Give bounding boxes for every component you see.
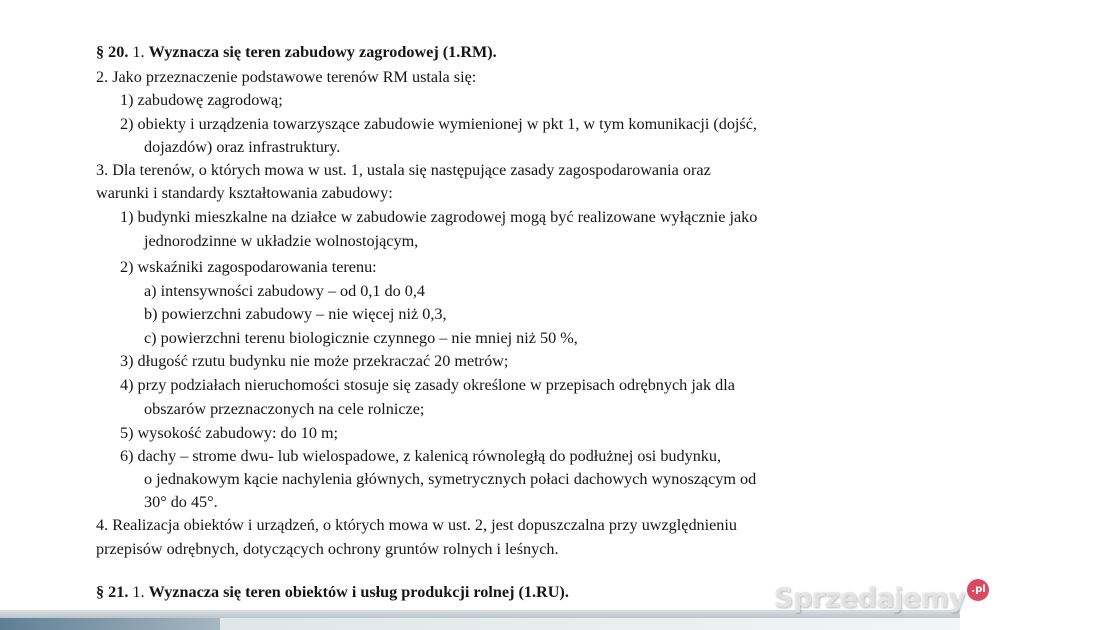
paragraph-3-subitem: c) powierzchni terenu biologicznie czynnego – nie mniej niż 50 %, — [144, 329, 578, 347]
paragraph-4-continuation: przepisów odrębnych, dotyczących ochrony gruntów rolnych i leśnych. — [96, 540, 559, 558]
paragraph-3-item-continuation: o jednakowym kącie nachylenia głównych, symetrycznych połaci dachowych wynoszącym od — [144, 470, 757, 488]
watermark-text: Sprzedajemy — [774, 582, 966, 614]
paragraph-3-item: 3) długość rzutu budynku nie może przekraczać 20 metrów; — [120, 352, 509, 370]
paragraph-3-item: 2) wskaźniki zagospodarowania terenu: — [120, 258, 377, 276]
paragraph-2-item-continuation: dojazdów) oraz infrastruktury. — [144, 138, 341, 156]
section-20-point: 1. — [128, 43, 149, 61]
paragraph-3-subitem: b) powierzchni zabudowy – nie więcej niż 0,3, — [144, 305, 447, 323]
watermark — [774, 580, 989, 616]
paragraph-3-item: 6) dachy – strome dwu- lub wielospadowe, z kalenicą równoległą do podłużnej osi budynku, — [120, 447, 722, 465]
watermark-badge: .pl — [967, 579, 989, 601]
paragraph-3-item: 4) przy podziałach nieruchomości stosuje się zasady określone w przepisach odrębnych jak dla — [120, 376, 735, 394]
photo-edge-dark — [0, 618, 220, 630]
section-21-number: § 21. — [96, 583, 129, 601]
paragraph-2-item: 2) obiekty i urządzenia towarzyszące zabudowie wymienionej w pkt 1, w tym komunikacji (dojść, — [120, 115, 757, 133]
section-21-point: 1. — [128, 583, 149, 601]
paragraph-3-item-continuation: obszarów przeznaczonych na cele rolnicze; — [144, 400, 425, 418]
section-21-title: Wyznacza się teren obiektów i usług produkcji rolnej (1.RU). — [148, 583, 569, 601]
photo-edge-light — [220, 618, 960, 630]
section-20-number: § 20. — [96, 43, 129, 61]
paragraph-3-item: 5) wysokość zabudowy: do 10 m; — [120, 424, 339, 442]
paragraph-3: 3. Dla terenów, o których mowa w ust. 1, ustala się następujące zasady zagospodarowania oraz — [96, 161, 711, 179]
paragraph-2-item: 1) zabudowę zagrodową; — [120, 91, 283, 109]
paragraph-3-item-continuation: jednorodzinne w układzie wolnostojącym, — [144, 232, 419, 250]
section-20-title: Wyznacza się teren zabudowy zagrodowej (1.RM). — [148, 43, 497, 61]
section-20-heading — [96, 40, 1056, 64]
paragraph-2: 2. Jako przeznaczenie podstawowe terenów RM ustala się: — [96, 68, 477, 86]
paragraph-3-continuation: warunki i standardy kształtowania zabudowy: — [96, 184, 393, 202]
paragraph-3-item-continuation: 30° do 45°. — [144, 493, 218, 511]
paragraph-4: 4. Realizacja obiektów i urządzeń, o których mowa w ust. 2, jest dopuszczalna przy uwzględnieniu — [96, 516, 737, 534]
paragraph-3-subitem: a) intensywności zabudowy – od 0,1 do 0,4 — [144, 282, 425, 300]
paragraph-3-item: 1) budynki mieszkalne na działce w zabudowie zagrodowej mogą być realizowane wyłącznie jako — [120, 208, 758, 226]
